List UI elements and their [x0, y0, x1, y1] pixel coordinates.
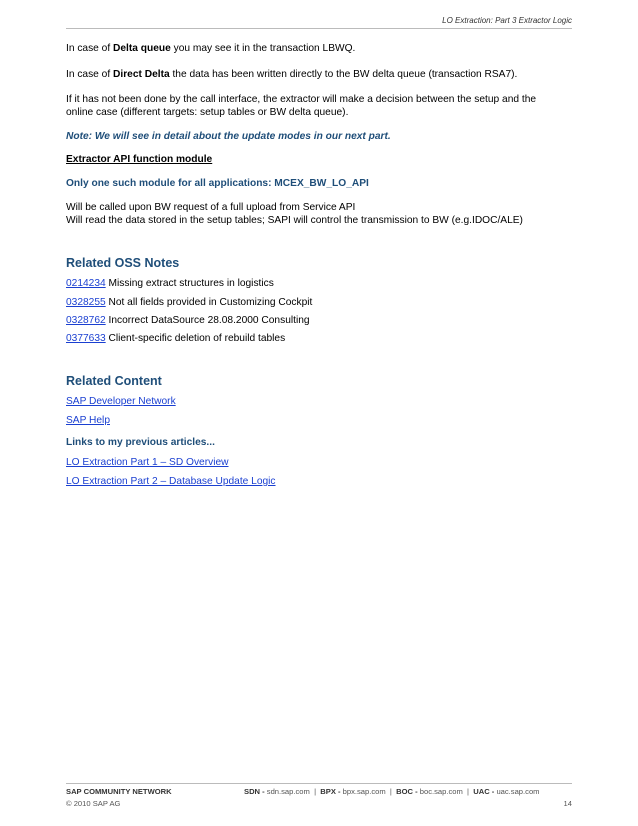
site-label: SDN -	[244, 787, 267, 796]
oss-note-text: Incorrect DataSource 28.08.2000 Consulting	[105, 315, 310, 326]
oss-note-item	[66, 314, 572, 327]
running-header: LO Extraction: Part 3 Extractor Logic	[66, 16, 572, 29]
oss-note-item	[66, 296, 572, 309]
term-direct-delta: Direct Delta	[113, 69, 170, 80]
previous-articles-heading: Links to my previous articles...	[66, 437, 215, 448]
related-link-item	[66, 395, 572, 408]
footer-copyright: © 2010 SAP AG	[66, 799, 121, 808]
text: the data has been written directly to the BW delta queue (transaction RSA7).	[169, 69, 518, 80]
oss-note-text: Not all fields provided in Customizing Cockpit	[105, 297, 313, 308]
previous-article-link-part1[interactable]: LO Extraction Part 1 – SD Overview	[66, 457, 229, 468]
sap-help-link[interactable]: SAP Help	[66, 415, 110, 426]
text: In case of	[66, 69, 114, 80]
note-update-modes: Note: We will see in detail about the update modes in our next part.	[66, 131, 391, 142]
section-title-oss-notes: Related OSS Notes	[66, 256, 180, 270]
paragraph-extractor-decision	[66, 93, 572, 119]
previous-article-item	[66, 475, 572, 488]
text-line: If it has not been done by the call interface, the extractor will make a decision between the setup and the	[66, 94, 537, 105]
text-line: online case (different targets: setup tables or BW delta queue).	[66, 107, 349, 118]
paragraph-api-behavior	[66, 201, 572, 227]
separator: |	[309, 787, 321, 796]
footer-sites	[244, 787, 540, 796]
api-module-statement: Only one such module for all applications: MCEX_BW_LO_API	[66, 178, 369, 189]
separator: |	[385, 787, 397, 796]
oss-note-item	[66, 277, 572, 290]
paragraph-delta-queue	[66, 42, 572, 55]
previous-article-link-part2[interactable]: LO Extraction Part 2 – Database Update Logic	[66, 476, 276, 487]
previous-article-item	[66, 456, 572, 469]
oss-note-text: Client-specific deletion of rebuild tables	[105, 333, 286, 344]
sap-developer-network-link[interactable]: SAP Developer Network	[66, 396, 176, 407]
page-number: 14	[563, 799, 572, 808]
text-line: Will read the data stored in the setup tables; SAPI will control the transmission to BW (e.g.IDOC/ALE)	[66, 215, 523, 226]
oss-note-link[interactable]: 0214234	[66, 278, 106, 289]
text: you may see it in the transaction LBWQ.	[170, 43, 356, 54]
text: In case of	[66, 43, 114, 54]
term-delta-queue: Delta queue	[113, 43, 171, 54]
paragraph-direct-delta	[66, 68, 572, 81]
footer-divider	[66, 783, 572, 784]
site-url: uac.sap.com	[496, 787, 540, 796]
oss-note-text: Missing extract structures in logistics	[105, 278, 274, 289]
oss-note-link[interactable]: 0328255	[66, 297, 106, 308]
section-title-related-content: Related Content	[66, 374, 162, 388]
site-url: boc.sap.com	[419, 787, 463, 796]
oss-note-link[interactable]: 0328762	[66, 315, 106, 326]
api-heading: Extractor API function module	[66, 154, 213, 165]
separator: |	[462, 787, 474, 796]
oss-note-item	[66, 332, 572, 345]
site-label: BOC -	[396, 787, 420, 796]
site-label: BPX -	[320, 787, 343, 796]
related-link-item	[66, 414, 572, 427]
oss-note-link[interactable]: 0377633	[66, 333, 106, 344]
site-url: bpx.sap.com	[342, 787, 386, 796]
site-url: sdn.sap.com	[266, 787, 310, 796]
text-line: Will be called upon BW request of a full upload from Service API	[66, 202, 356, 213]
footer-brand: SAP COMMUNITY NETWORK	[66, 787, 172, 796]
site-label: UAC -	[473, 787, 497, 796]
